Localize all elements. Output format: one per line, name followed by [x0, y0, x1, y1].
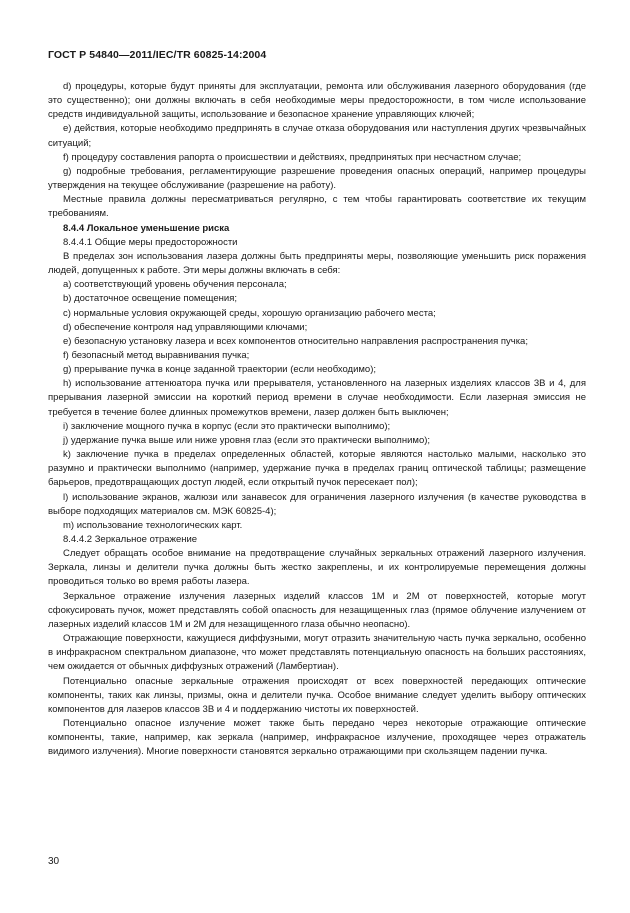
document-body: [48, 80, 586, 760]
list-item: a) соответствующий уровень обучения персонала;: [63, 279, 287, 291]
paragraph: Потенциально опасные зеркальные отражения происходят от всех поверхностей передающих оптические компоненты, таких как линзы, призмы, окна и делители пучка. Особое внимание следует уделить выбору оптических компонентов для лазеров классов 3В и 4 и поддержанию чистоты их поверхностей.: [48, 675, 586, 715]
list-item: b) достаточное освещение помещения;: [63, 293, 238, 305]
list-item: j) удержание пучка выше или ниже уровня глаз (если это практически выполнимо);: [63, 434, 431, 446]
subsection-heading: 8.4.4.2 Зеркальное отражение: [63, 534, 198, 545]
paragraph: Зеркальное отражение излучения лазерных изделий классов 1М и 2М от поверхностей, которые могут сфокусировать пучок, может представлять собой опасность для незащищенных глаз (прямое облучение излучением от лазерных изделий классов 1М и 2М для незащищенного глаза обычно неопасно).: [48, 590, 586, 630]
list-item: g) прерывание пучка в конце заданной траектории (если необходимо);: [63, 364, 377, 376]
paragraph: Местные правила должны пересматриваться регулярно, с тем чтобы гарантировать соответствие их текущим требованиям.: [48, 194, 586, 220]
page-number: 30: [48, 856, 60, 867]
list-item: d) обеспечение контроля над управляющими ключами;: [63, 321, 308, 333]
list-item: i) заключение мощного пучка в корпус (если это практически выполнимо);: [63, 420, 391, 432]
paragraph: Следует обращать особое внимание на предотвращение случайных зеркальных отражений лазерного излучения. Зеркала, линзы и делители пучка должны быть жестко закреплены, и их контролируемые перемещения должны проводиться только во время работы лазера.: [48, 548, 586, 588]
paragraph: Отражающие поверхности, кажущиеся диффузными, могут отразить значительную часть пучка зеркально, особенно в инфракрасном спектральном диапазоне, что может представлять потенциальную опасность на больших расстояниях, чем ожидается от обычных диффузных отражений (Ламбертиан).: [48, 633, 586, 673]
list-item: e) безопасную установку лазера и всех компонентов относительно направления распространения пучка;: [63, 335, 528, 347]
paragraph: f) процедуру составления рапорта о происшествии и действиях, предпринятых при несчастном случае;: [63, 151, 522, 163]
list-item: l) использование экранов, жалюзи или занавесок для ограничения лазерного излучения (в качестве руководства в выборе подходящих материалов см. МЭК 60825-4);: [48, 491, 586, 517]
subsection-heading: 8.4.4.1 Общие меры предосторожности: [63, 236, 238, 248]
list-item: h) использование аттенюатора пучка или прерывателя, установленного на лазерных изделиях классов 3В и 4, для прерывания лазерной эмиссии на короткий период времени в случае необходимости. Если лазерная эмиссия не требуется в течение более длинных промежутков времени, лазер должен быть выключен;: [48, 378, 586, 418]
list-item: k) заключение пучка в пределах определенных областей, которые являются настолько малыми, насколько это разумно и практически выполнимо (например, удержание пучка в пределах границ оптической таблицы; размещение барьеров, предотвращающих доступ людей, если открытый пучок пересекает пол);: [48, 449, 586, 489]
paragraph: В пределах зон использования лазера должны быть предприняты меры, позволяющие уменьшить риск поражения людей, допущенных к работе. Эти меры должны включать в себя:: [48, 250, 586, 277]
document-header: ГОСТ Р 54840—2011/IEC/TR 60825-14:2004: [48, 49, 267, 61]
list-item: m) использование технологических карт.: [63, 519, 243, 531]
paragraph: g) подробные требования, регламентирующие разрешение проведения опасных операций, например процедуры утверждения на текущее обслуживание (разрешение на работу).: [48, 165, 586, 192]
list-item: f) безопасный метод выравнивания пучка;: [63, 349, 250, 361]
paragraph: Потенциально опасное излучение может также быть передано через некоторые отражающие оптические компоненты, такие, например, как зеркала (например, инфракрасное излучение, проходящее через отражатель видимого излучения). Многие поверхности становятся зеркально отражающими при скользящем падении пучка.: [48, 718, 586, 758]
paragraph: d) процедуры, которые будут приняты для эксплуатации, ремонта или обслуживания лазерного оборудования (где это существенно); они должны включать в себя необходимые меры предосторожности, в том числе использование средств индивидуальной защиты, использование и безопасное хранение управляющих ключей;: [48, 81, 586, 121]
section-heading: 8.4.4 Локальное уменьшение риска: [63, 222, 230, 234]
list-item: c) нормальные условия окружающей среды, хорошую организацию рабочего места;: [63, 307, 436, 319]
paragraph: e) действия, которые необходимо предпринять в случае отказа оборудования или наступления других чрезвычайных ситуаций;: [48, 123, 586, 149]
